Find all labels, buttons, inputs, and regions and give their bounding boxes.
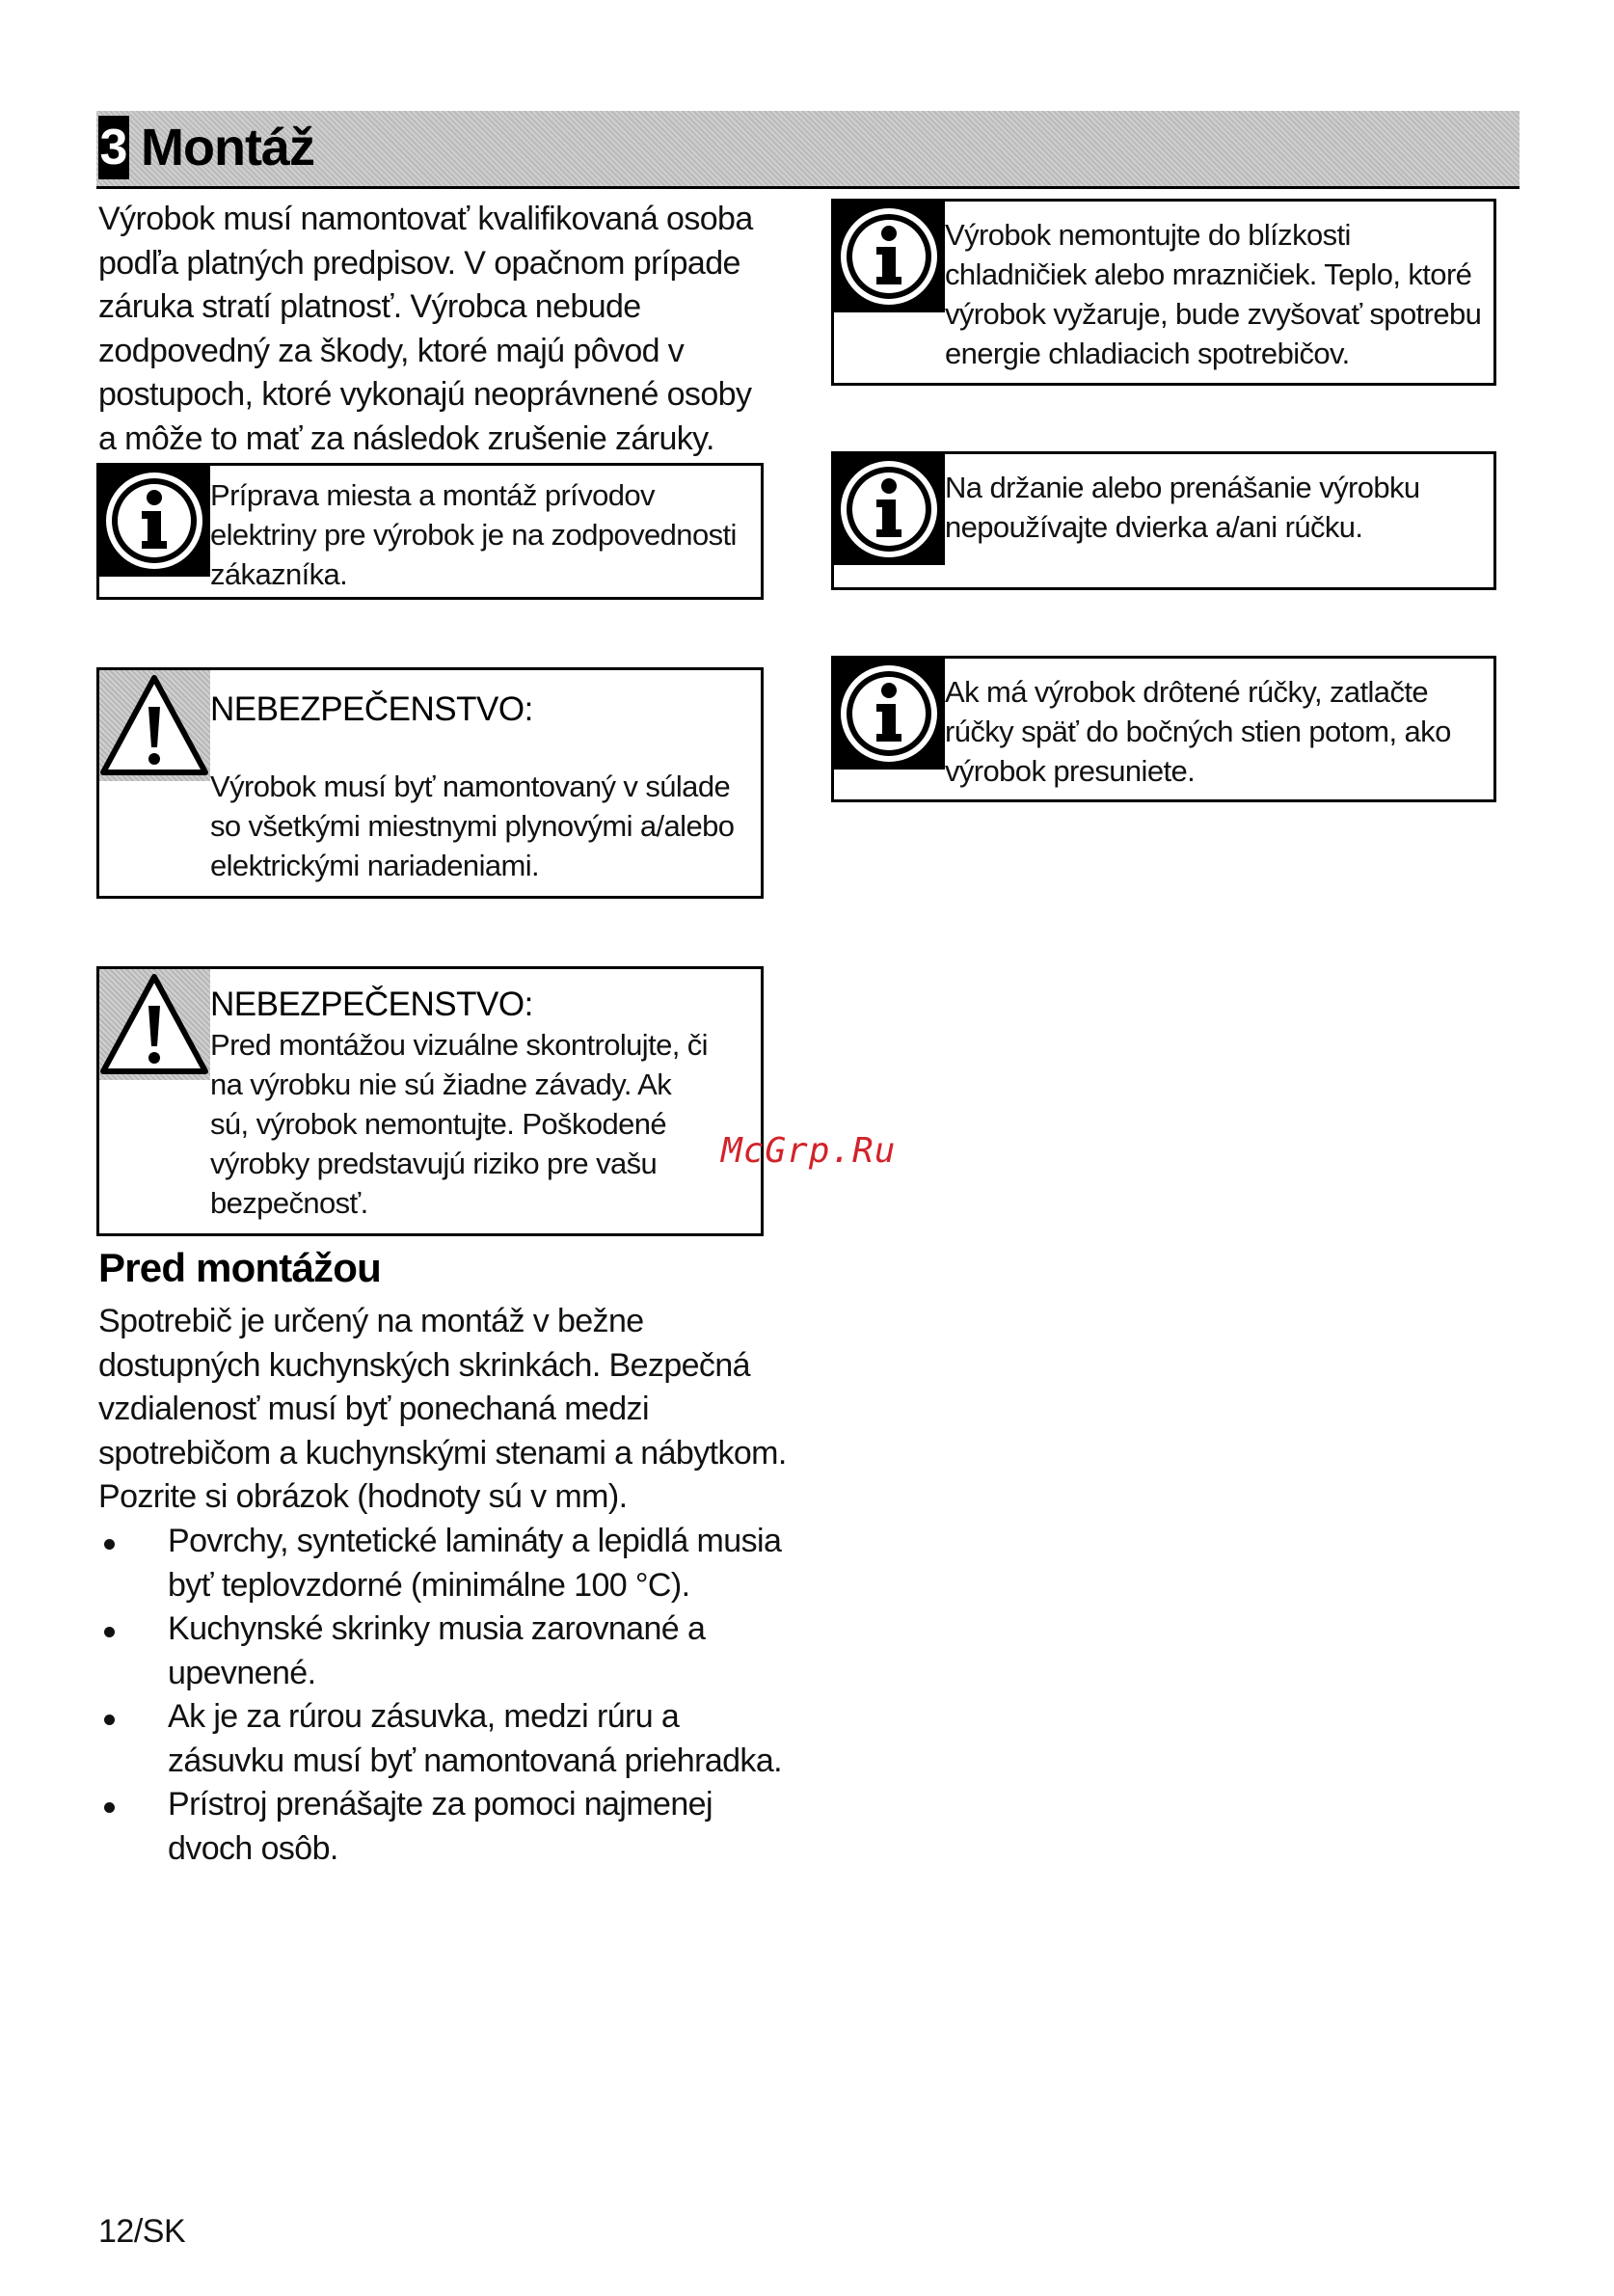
- bullet-icon: [104, 1802, 115, 1813]
- watermark: McGrp.Ru: [721, 1131, 897, 1171]
- info-note-left: [96, 463, 764, 600]
- section-header-bar: [96, 111, 1520, 189]
- subheading-before-install: Pred montážou: [98, 1245, 381, 1290]
- section-title: Montáž: [141, 119, 314, 176]
- info-icon: [99, 466, 210, 577]
- info-icon: [834, 202, 945, 312]
- danger-heading: NEBEZPEČENSTVO:: [210, 986, 533, 1023]
- info-note-right-1: [831, 199, 1496, 386]
- info-note-right-2: [831, 451, 1496, 590]
- list-item: Kuchynské skrinky musia zarovnané a upevnené.: [98, 1607, 802, 1695]
- info-icon: [834, 454, 945, 565]
- bullet-icon: [104, 1627, 115, 1637]
- info-note-right-3: [831, 656, 1496, 802]
- bullet-icon: [104, 1539, 115, 1550]
- info-note-text: Na držanie alebo prenášanie výrobku nepoužívajte dvierka a/ani rúčku.: [945, 471, 1420, 544]
- bullet-icon: [104, 1715, 115, 1725]
- danger-box-1: [96, 667, 764, 899]
- intro-paragraph: Výrobok musí namontovať kvalifikovaná osoba podľa platných predpisov. V opačnom prípade záruka stratí platnosť. Výrobca nebude zodpovedný za škody, ktoré majú pôvod v postupoch, ktoré vykonajú neoprávnené osoby a môže to mať za následok zrušenie záruky.: [98, 201, 753, 457]
- danger-text: Výrobok musí byť namontovaný v súlade so všetkými miestnymi plynovými a/alebo elektrickými nariadeniami.: [210, 770, 735, 882]
- info-note-text: Výrobok nemontujte do blízkosti chladničiek alebo mrazničiek. Teplo, ktoré výrobok vyžaruje, bude zvyšovať spotrebu energie chladiacich spotrebičov.: [945, 218, 1482, 370]
- list-item: Ak je za rúrou zásuvka, medzi rúru a zásuvku musí byť namontovaná priehradka.: [98, 1695, 802, 1783]
- info-note-text: Ak má výrobok drôtené rúčky, zatlačte rúčky späť do bočných stien potom, ako výrobok presuniete.: [945, 675, 1451, 788]
- info-note-text: Príprava miesta a montáž prívodov elektriny pre výrobok je na zodpovednosti zákazníka.: [210, 478, 737, 591]
- danger-text: Pred montážou vizuálne skontrolujte, či na výrobku nie sú žiadne závady. Ak sú, výrobok nemontujte. Poškodené výrobky predstavujú riziko pre vašu bezpečnosť.: [210, 1028, 708, 1220]
- list-item: Prístroj prenášajte za pomoci najmenej dvoch osôb.: [98, 1783, 802, 1871]
- danger-heading: NEBEZPEČENSTVO:: [210, 690, 533, 728]
- list-item: Povrchy, syntetické lamináty a lepidlá musia byť teplovzdorné (minimálne 100 °C).: [98, 1520, 802, 1607]
- warning-triangle-icon: [99, 670, 210, 781]
- before-install-paragraph: Spotrebič je určený na montáž v bežne dostupných kuchynských skrinkách. Bezpečná vzdialenosť musí byť ponechaná medzi spotrebičom a kuchynskými stenami a nábytkom. Pozrite si obrázok (hodnoty sú v mm).: [98, 1303, 787, 1515]
- page-number: 12/SK: [98, 2213, 186, 2250]
- info-icon: [834, 659, 945, 770]
- danger-box-2: [96, 966, 764, 1236]
- requirements-list: [98, 1520, 802, 1871]
- warning-triangle-icon: [99, 969, 210, 1080]
- section-number: 3: [98, 116, 129, 179]
